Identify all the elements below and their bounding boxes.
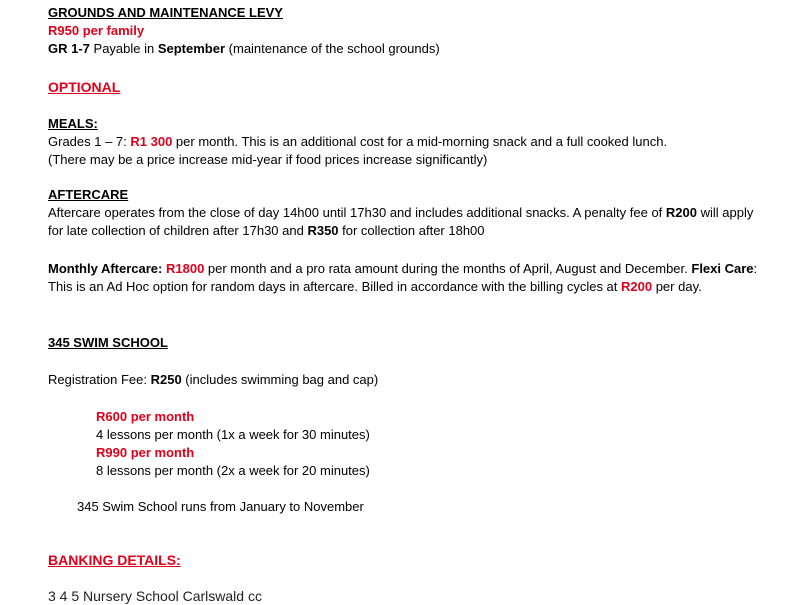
monthly-aftercare-section [48, 260, 758, 296]
meals-section [48, 115, 758, 169]
swim-option-desc: 8 lessons per month (2x a week for 20 minutes) [96, 463, 370, 478]
meals-title: MEALS: [48, 116, 98, 131]
monthly-aftercare-label: Monthly Aftercare: [48, 261, 166, 276]
levy-payable-line [48, 40, 758, 58]
levy-note: (maintenance of the school grounds) [225, 41, 440, 56]
flexi-care-price: R200 [621, 279, 653, 294]
banking-line [48, 587, 758, 605]
swim-registration-line [48, 371, 758, 389]
levy-grades: GR 1-7 [48, 41, 90, 56]
swim-runs [77, 498, 757, 516]
aftercare-title: AFTERCARE [48, 187, 129, 202]
aftercare-fee-2: R350 [307, 223, 339, 238]
aftercare-text-1: Aftercare operates from the close of day 14h00 until 17h30 and includes additional snacks. A penalty fee of [48, 205, 666, 220]
meals-line [48, 133, 758, 151]
aftercare-text-3: for collection after 18h00 [338, 223, 485, 238]
monthly-aftercare-desc: per month and a pro rata amount during the months of April, August and December. [204, 261, 692, 276]
flexi-care-end: per day. [652, 279, 702, 294]
optional-title: OPTIONAL [48, 79, 121, 95]
flexi-care-label: Flexi Care [691, 261, 754, 276]
meals-price: R1 300 [130, 134, 173, 149]
aftercare-fee-1: R200 [665, 205, 697, 220]
meals-text: per month. This is an additional cost for a mid-morning snack and a full cooked lunch. [172, 134, 668, 149]
levy-section [48, 4, 758, 58]
swim-registration [48, 371, 758, 389]
meals-note: (There may be a price increase mid-year if food prices increase significantly) [48, 152, 488, 167]
levy-month: September [157, 41, 226, 56]
levy-price: R950 per family [48, 23, 145, 38]
banking-title: BANKING DETAILS: [48, 552, 181, 568]
swim-option-price: R600 per month [96, 409, 195, 424]
monthly-aftercare-text [48, 260, 758, 296]
swim-option-desc: 4 lessons per month (1x a week for 30 minutes) [96, 427, 370, 442]
banking-company: 3 4 5 Nursery School Carlswald cc [48, 588, 262, 604]
monthly-aftercare-price: R1800 [165, 261, 205, 276]
swim-section [48, 334, 758, 352]
aftercare-section [48, 186, 758, 240]
swim-registration-note: (includes swimming bag and cap) [181, 372, 379, 387]
optional-section [48, 78, 758, 96]
flexi-care-desc: : This is an Ad Hoc option for random days in aftercare. Billed in accordance with the billing cycles at [48, 261, 758, 294]
levy-payable-text: Payable in [89, 41, 158, 56]
aftercare-text-2: will apply for late collection of children after 17h30 and [48, 205, 754, 238]
aftercare-text [48, 204, 758, 240]
swim-registration-label: Registration Fee: [48, 372, 151, 387]
swim-option-price: R990 per month [96, 445, 195, 460]
levy-title: GROUNDS AND MAINTENANCE LEVY [48, 5, 283, 20]
swim-registration-fee: R250 [150, 372, 182, 387]
swim-runs-text: 345 Swim School runs from January to November [77, 499, 364, 514]
meals-grades: Grades 1 – 7: [48, 134, 131, 149]
swim-options [96, 408, 756, 480]
swim-title: 345 SWIM SCHOOL [48, 335, 168, 350]
banking-section [48, 551, 758, 569]
